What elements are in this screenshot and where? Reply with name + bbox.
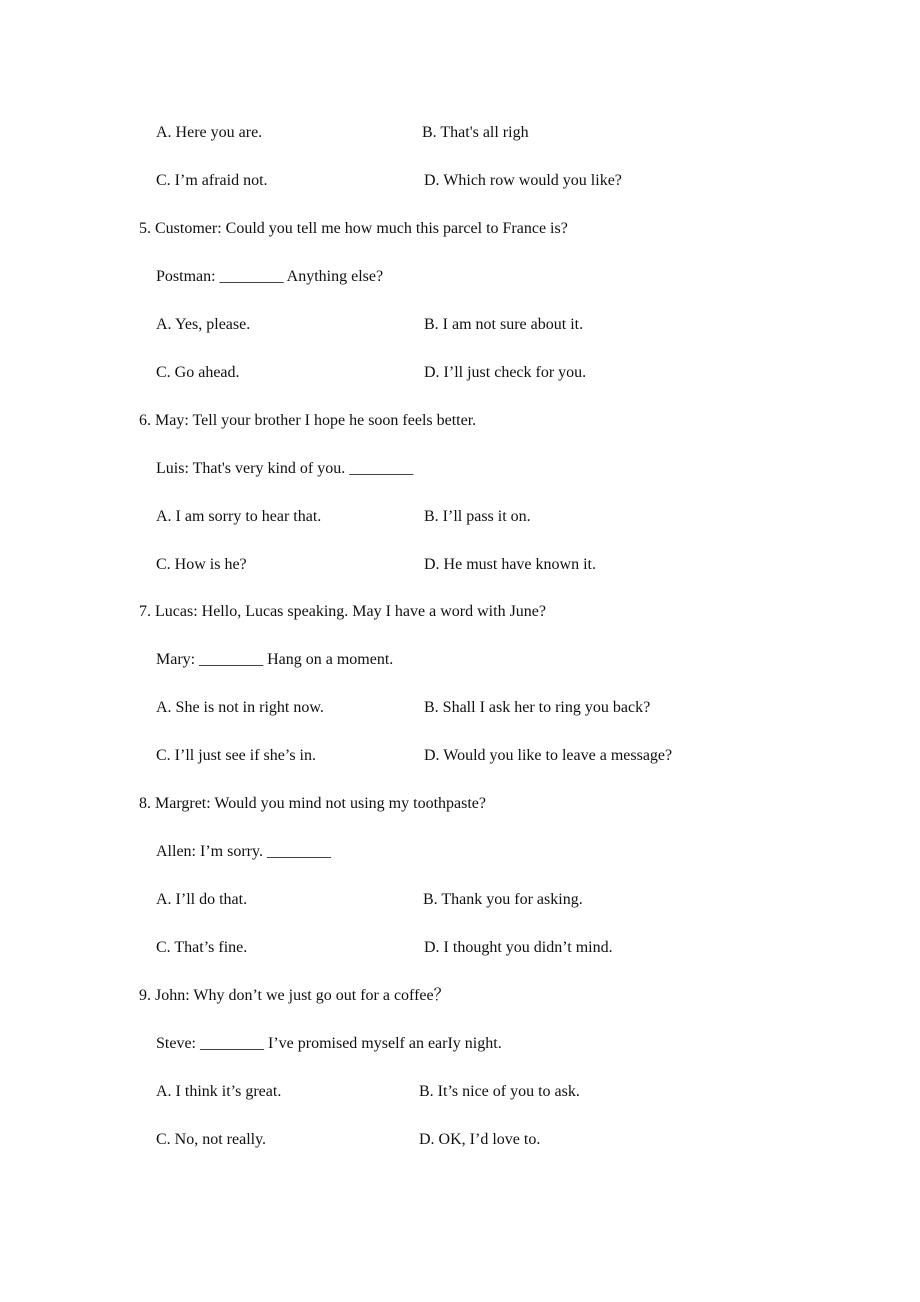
question-prompt: 8. Margret: Would you mind not using my toothpaste? [139,795,486,812]
question-reply: Allen: I’m sorry. ________ [156,843,331,860]
option-b: B. It’s nice of you to ask. [419,1083,580,1100]
question-reply: Postman: ________ Anything else? [156,268,384,285]
question-prompt: 6. May: Tell your brother I hope he soon feels better. [139,412,477,429]
question-reply: Mary: ________ Hang on a moment. [156,651,394,668]
option-c: C. Go ahead. [156,364,240,381]
option-d: D. OK, I’d love to. [419,1131,541,1148]
question-prompt: 9. John: Why don’t we just go out for a coffee？ [139,987,450,1004]
question-prompt: 7. Lucas: Hello, Lucas speaking. May I have a word with June? [139,603,546,620]
option-d: D. I thought you didn’t mind. [424,939,613,956]
option-b: B. I am not sure about it. [424,316,584,333]
question-reply: Luis: That's very kind of you. ________ [156,460,414,477]
option-d: D. Would you like to leave a message? [424,747,673,764]
option-a: A. She is not in right now. [156,699,324,716]
option-c: C. No, not really. [156,1131,267,1148]
question-prompt: 5. Customer: Could you tell me how much this parcel to France is? [139,220,568,237]
option-b: B. Shall I ask her to ring you back? [424,699,651,716]
option-c: C. I’ll just see if she’s in. [156,747,316,764]
option-d: D. He must have known it. [424,556,596,573]
option-b: B. Thank you for asking. [423,891,583,908]
option-c: C. I’m afraid not. [156,172,268,189]
option-b: B. I’ll pass it on. [424,508,531,525]
option-a: A. I am sorry to hear that. [156,508,322,525]
option-c: C. That’s fine. [156,939,248,956]
option-d: D. Which row would you like? [424,172,622,189]
option-a: A. Here you are. [156,124,263,141]
question-reply: Steve: ________ I’ve promised myself an earIy night. [156,1035,502,1052]
option-a: A. Yes, please. [156,316,251,333]
option-a: A. I think it’s great. [156,1083,282,1100]
option-c: C. How is he? [156,556,247,573]
option-d: D. I’ll just check for you. [424,364,587,381]
option-a: A. I’ll do that. [156,891,248,908]
option-b: B. That's all righ [422,124,529,141]
